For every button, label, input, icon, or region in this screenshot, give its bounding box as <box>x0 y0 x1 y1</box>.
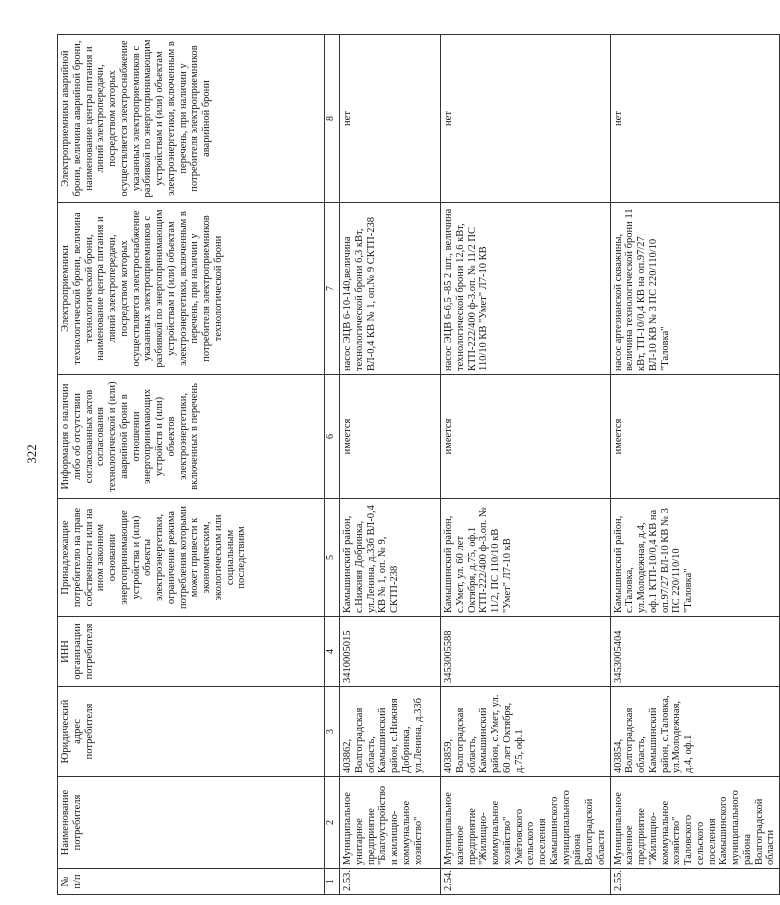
header-devices: Принадлежащие потребителю на праве собственности или на ином законном основании энергопринимающие устройства и (или) объекты электроэнергетики, ограничение режима потребления которыми может привести к экономическим, экологическим или социальным последствиям <box>58 499 325 617</box>
devices-cell: Камышинский район, с.Умет, ул. 60 лет Октября, д.75, оф.1 КТП-222/400 ф-3.оп. № 11/2, ПС 110/10 кВ "Умет" Л7-10 кВ <box>441 499 611 617</box>
inn-value: 3453005404 <box>610 617 780 687</box>
column-number: 3 <box>325 687 340 777</box>
table-row <box>340 35 441 895</box>
header-consumer-name: Наименование потребителя <box>58 777 325 869</box>
page-number-text: 322 <box>24 444 39 464</box>
acts-status: имеется <box>441 375 611 499</box>
devices-cell: Камышинский район, с.Нижняя Добринка, ул.Ленина, д.33б ВЛ-0,4 КВ № 1, оп. № 9, СКТП-238 <box>340 499 441 617</box>
acts-status: имеется <box>610 375 780 499</box>
table-row <box>610 35 780 895</box>
emergency-reserve-cell: нет <box>441 35 611 203</box>
consumer-table <box>57 34 780 895</box>
emergency-reserve-cell: нет <box>610 35 780 203</box>
header-agreement-acts: Информация о наличии либо об отсутствии согласованных актов согласования технологической и (или) аварийной брони в отношении энергопринимающих устройств и (или) объектов электроэнергетики, включенных в перечень <box>58 375 325 499</box>
table-row <box>441 35 611 895</box>
column-number: 7 <box>325 203 340 375</box>
column-number: 5 <box>325 499 340 617</box>
consumer-name: Муниципальное казенное предприятие "Жилищно-коммунальное хозяйство" Таловского сельского поселения Камышинского муниципального района Волгоградской области <box>610 777 780 869</box>
row-number: 2.55. <box>610 869 780 895</box>
technological-reserve-cell: насос артезианской скважины, величина технологической брони 11 кВт, ТП-10/0,4 КВ на оп.97/27 ВЛ-10 КВ № 3 ПС 220/110/10 "Таловка" <box>610 203 780 375</box>
row-number: 2.53. <box>340 869 441 895</box>
column-number: 4 <box>325 617 340 687</box>
column-number: 2 <box>325 777 340 869</box>
inn-value: 3410005015 <box>340 617 441 687</box>
devices-cell: Камышинский район, с.Таловка, ул.Молодежная, д.4, оф.1 КТП-10/0,4 КВ на оп.97/27 ВЛ-10 КВ № 3 ПС 220/110/10 "Таловка" <box>610 499 780 617</box>
header-legal-address: Юридический адрес потребителя <box>58 687 325 777</box>
legal-address: 403854, Волгоградская область, Камышинский район, с.Таловка, ул.Молодежная, д.4, оф.1 <box>610 687 780 777</box>
consumer-name: Муниципальное казенное предприятие "Жилищно-коммунальное хозяйство" Умётовского сельского поселения Камышинского муниципального района Волгоградской области <box>441 777 611 869</box>
header-technological-reserve: Электроприемники технологической брони, величина технологической брони, наименование центра питания и линий электропередачи, посредством которых осуществляется электроснабжение указанных электроприемников с разбивкой по энергопринимающим устройствам и (или) объектам электроэнергетики, включенным в перечень, при наличии у потребителя электроприемников технологической брони <box>58 203 325 375</box>
legal-address: 403862, Волгоградская область, Камышинский район, с.Нижняя Добринка, ул.Ленина, д.33б <box>340 687 441 777</box>
legal-address: 403859, Волгоградская область, Камышинский район, с.Умет, ул. 60 лет Октября, д.75, оф.1 <box>441 687 611 777</box>
technological-reserve-cell: насос ЭЦВ 6-6,5 -85 2 шт., величина технологической брони 12,6 кВт, КТП-222/400 ф-3.оп. № 11/2 ПС 110/10 КВ "Умет" Л7-10 КВ <box>441 203 611 375</box>
consumer-name: Муниципальное унитарное предприятие "Благоустройство и жилищно-коммунальное хозяйство" <box>340 777 441 869</box>
header-row <box>58 35 325 895</box>
rotated-document-body <box>57 35 777 895</box>
header-number: № п/п <box>58 869 325 895</box>
inn-value: 3453005588 <box>441 617 611 687</box>
header-inn: ИНН организации потребителя <box>58 617 325 687</box>
row-number: 2.54. <box>441 869 611 895</box>
emergency-reserve-cell: нет <box>340 35 441 203</box>
column-number: 8 <box>325 35 340 203</box>
column-number: 6 <box>325 375 340 499</box>
column-number: 1 <box>325 869 340 895</box>
acts-status: имеется <box>340 375 441 499</box>
technological-reserve-cell: насос ЭЦВ 6-10-140,величина технологической брони 6,3 кВт, ВЛ-0,4 КВ № 1, оп.№ 9 СКТП-238 <box>340 203 441 375</box>
header-emergency-reserve: Электроприемники аварийной брони, величина аварийной брони, наименование центра питания и линий электропередачи, посредством которых осуществляется электроснабжение указанных электроприемников с разбивкой по энергопринимающим устройствам и (или) объектам электроэнергетики, включенным в перечень, при наличии у потребителя электроприемников аварийной брони <box>58 35 325 203</box>
column-number-row <box>325 35 340 895</box>
